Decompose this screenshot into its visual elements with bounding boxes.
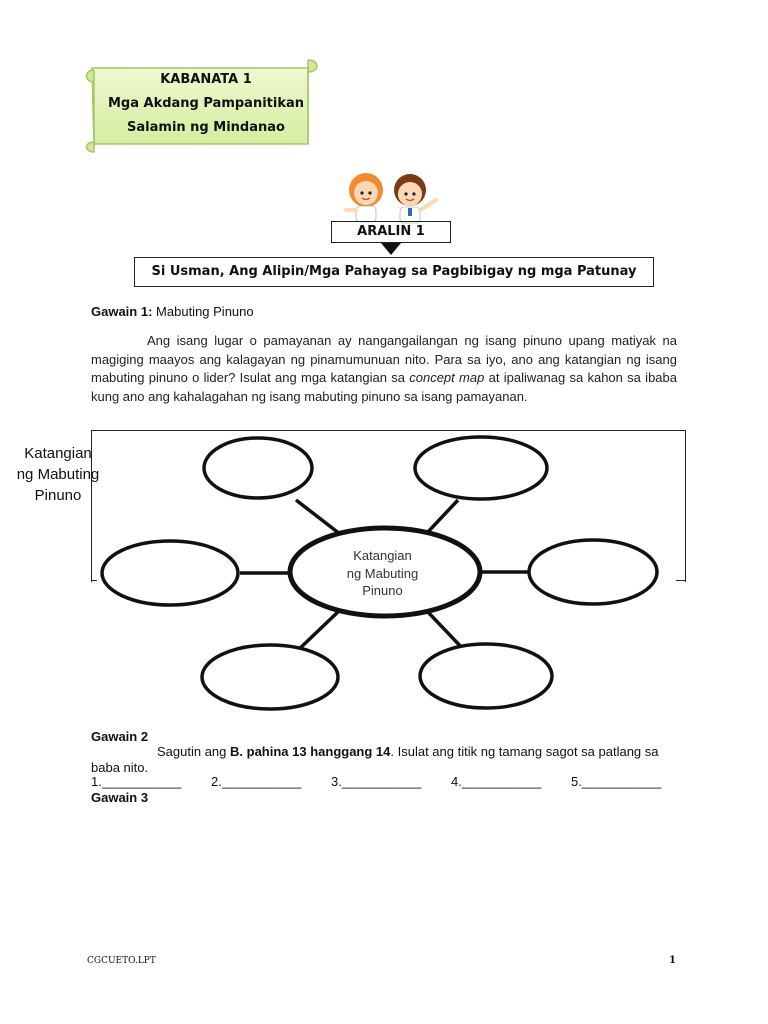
footer-author: CGCUETO.LPT [87, 956, 156, 966]
answer-blank-2[interactable]: 2.___________ [211, 774, 302, 789]
instructions-part-b: at ipaliwanag sa kahon sa ibaba kung ano ang kahalagahan ng isang mabuting pinuno sa isang pamayanan. [91, 370, 677, 404]
arrow-down-icon [381, 243, 401, 255]
center-line-2: ng Mabuting [346, 565, 419, 581]
g2-part-b: . Isulat ang titik ng tamang sagot sa patlang sa baba nito. [91, 744, 659, 775]
answer-blank-3[interactable]: 3.___________ [331, 774, 422, 789]
instructions-emphasis: concept map [409, 370, 485, 385]
side-label-line-2: ng Mabuting [16, 466, 100, 483]
answer-blank-1[interactable]: 1.___________ [91, 774, 182, 789]
lesson-label: ARALIN 1 [331, 221, 451, 243]
bubble-top-left [204, 438, 312, 498]
chapter-heading [100, 68, 312, 140]
center-line-3: Pinuno [362, 583, 403, 598]
answer-blanks [91, 774, 691, 789]
gawain2-instructions [91, 744, 691, 776]
gawain1-heading [91, 304, 254, 319]
side-label-line-1: Katangian [24, 445, 92, 462]
center-bubble-label [300, 547, 465, 600]
chapter-subtitle: Mga Akdang Pampanitikan [107, 96, 305, 111]
gawain1-subtitle: Mabuting Pinuno [156, 304, 254, 319]
bubble-bottom-left [202, 645, 338, 709]
lesson-title: Si Usman, Ang Alipin/Mga Pahayag sa Pagbibigay ng mga Patunay [134, 257, 654, 287]
gawain3-heading: Gawain 3 [91, 790, 149, 805]
g2-bold: B. pahina 13 hanggang 14 [230, 744, 391, 759]
bubble-bottom-right [420, 644, 552, 708]
g2-part-a: Sagutin ang [157, 744, 231, 759]
page-number: 1 [669, 955, 676, 966]
students-illustration [336, 168, 448, 226]
center-line-1: Katangian [353, 548, 412, 563]
connector-top-right [426, 500, 458, 534]
bubble-top-right [415, 437, 547, 499]
answer-blank-5[interactable]: 5.___________ [571, 774, 662, 789]
answer-blank-4[interactable]: 4.___________ [451, 774, 542, 789]
instructions-part-a: Ang isang lugar o pamayanan ay nangangailangan ng isang pinuno upang matiyak na magiging maayos ang kalagayan ng pinamumunuan nito. Para sa iyo, ano ang katangian ng isang mabuting pinuno o lider? Isulat ang mga katangian sa [91, 333, 677, 385]
chapter-theme: Salamin ng Mindanao [127, 120, 285, 135]
side-label-line-3: Pinuno [34, 487, 82, 504]
gawain1-instructions [91, 332, 677, 406]
gawain2-heading: Gawain 2 [91, 729, 149, 744]
chapter-number: KABANATA 1 [160, 72, 252, 87]
gawain1-label: Gawain 1: [91, 304, 153, 319]
bubble-left [102, 541, 238, 605]
connector-top-left [296, 500, 340, 534]
bubble-right [529, 540, 657, 604]
